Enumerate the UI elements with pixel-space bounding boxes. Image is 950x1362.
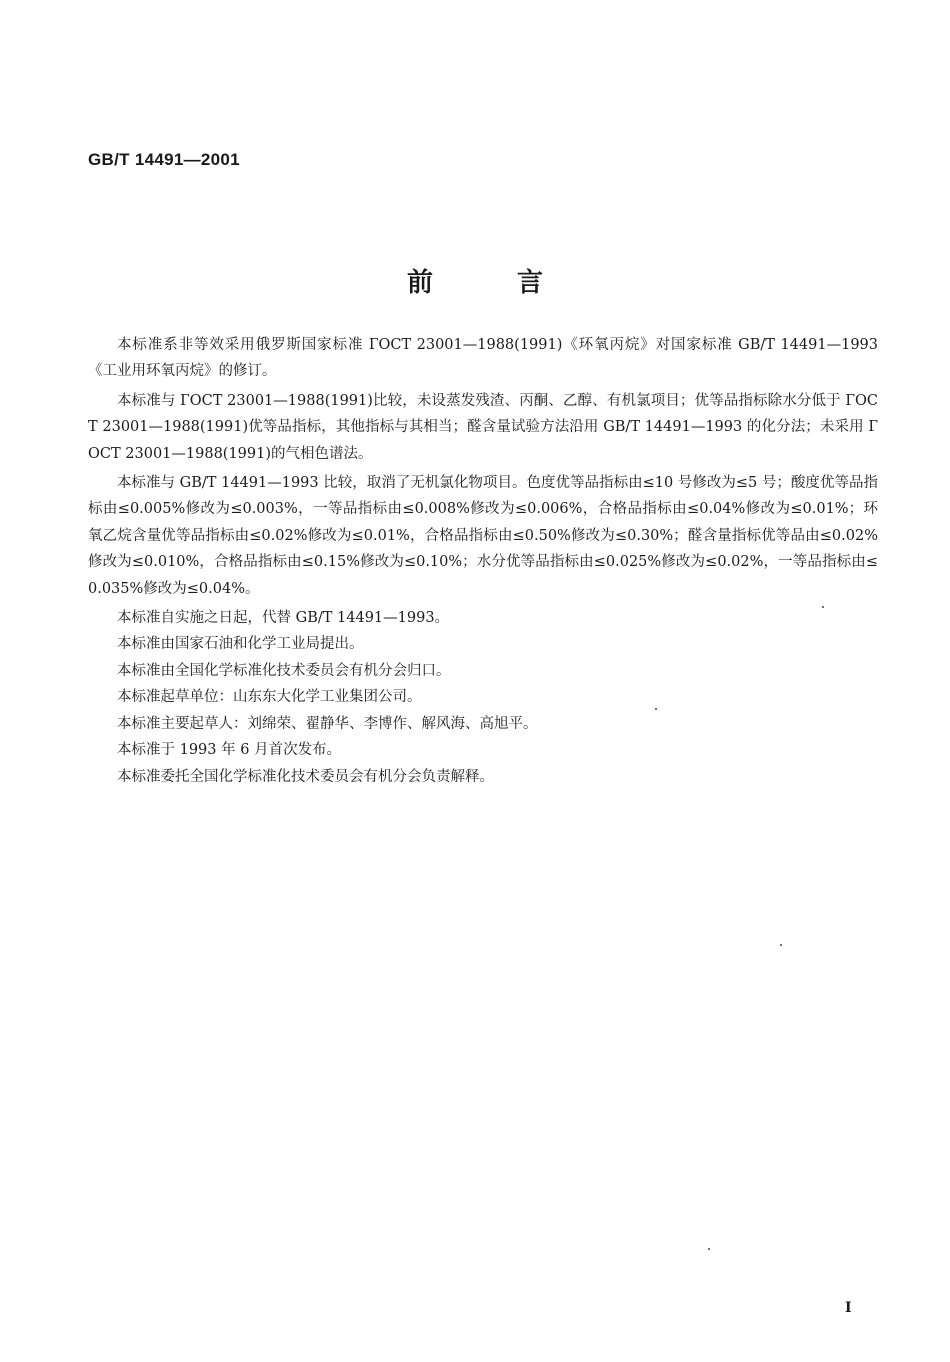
paragraph-drafters: 本标准主要起草人：刘绵荣、翟静华、李博作、解风海、高旭平。 [117,715,538,732]
scan-speck [780,944,782,946]
scan-speck [822,606,824,608]
paragraph-proposer: 本标准由国家石油和化学工业局提出。 [117,636,364,653]
paragraph-adoption: 本标准系非等效采用俄罗斯国家标准 ГОСТ 23001—1988(1991)《环氧丙烷》对国家标准 GB/T 14491—1993《工业用环氧丙烷》的修订。 [88,337,878,380]
paragraph-comparison-gbt: 本标准与 GB/T 14491—1993 比较，取消了无机氯化物项目。色度优等品指标由≤10 号修改为≤5 号；酸度优等品指标由≤0.005%修改为≤0.003%，一等品指标由≤0.008%修改为≤0.006%，合格品指标由≤0.04%修改为≤0.01%；环氧乙烷含量优等品指标由≤0.02%修改为≤0.01%，合格品指标由≤0.50%修改为≤0.30%；醛含量指标优等品由≤0.02%修改为≤0.010%，合格品指标由≤0.15%修改为≤0.10%；水分优等品指标由≤0.025%修改为≤0.02%，一等品指标由≤0.035%修改为≤0.04%。 [88,475,878,597]
scan-speck [655,708,657,710]
foreword-body [88,332,878,790]
paragraph-interpretation: 本标准委托全国化学标准化技术委员会有机分会负责解释。 [117,768,494,785]
paragraph-first-release: 本标准于 1993 年 6 月首次发布。 [117,742,342,759]
paragraph-drafting-unit: 本标准起草单位：山东东大化学工业集团公司。 [117,689,422,706]
scan-speck [708,1248,710,1250]
page-title: 前言 [406,268,627,298]
standard-code: GB/T 14491—2001 [88,150,240,169]
paragraph-administrator: 本标准由全国化学标准化技术委员会有机分会归口。 [117,662,451,679]
paragraph-comparison-gost: 本标准与 ГОСТ 23001—1988(1991)比较，未设蒸发残渣、丙酮、乙醇、有机氯项目；优等品指标除水分低于 ГОСТ 23001—1988(1991)优等品指标，其他指标与其相当；醛含量试验方法沿用 GB/T 14491—1993 的化分法；未采用 ГОСТ 23001—1988(1991)的气相色谱法。 [88,392,878,462]
page-number: I [845,1300,852,1316]
paragraph-replacement: 本标准自实施之日起，代替 GB/T 14491—1993。 [117,610,450,627]
